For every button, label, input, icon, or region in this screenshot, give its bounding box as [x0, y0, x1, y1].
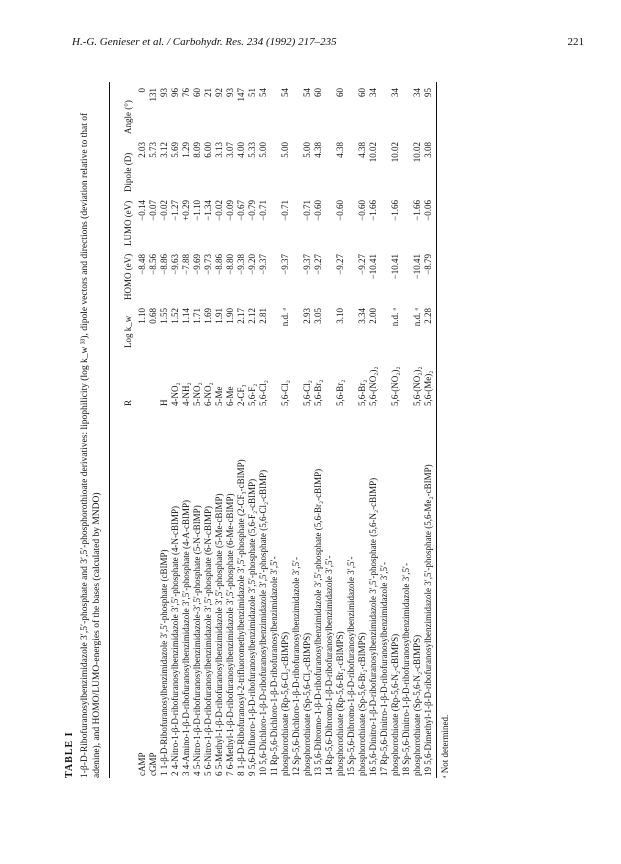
cell-lumo: −0.60 [313, 200, 323, 221]
table-row [236, 82, 247, 778]
table-header-row [110, 82, 134, 778]
cell-lumo: −1.34 [203, 200, 213, 221]
cell-logk: 2.81 [258, 308, 268, 324]
cell-angle [346, 82, 357, 136]
cell-name: 10 5,6-Dichloro-1-β-D-ribofuranosylbenzimidazole 3′,5′-phosphate (5,6-Cl₂-cBIMP) [258, 469, 268, 776]
cell-homo: −9.27 [357, 254, 367, 275]
cell-lumo [291, 194, 302, 248]
cell-logk: 0.68 [148, 308, 158, 324]
cell-logk: 1.90 [225, 308, 235, 324]
cell-lumo: −0.60 [335, 200, 345, 221]
cell-lumo: −0.14 [137, 200, 147, 221]
table-row [412, 82, 423, 778]
cell-name: 14 Rp-5,6-Dibromo-1-β-D-ribofuranosylbenzimidazole 3′,5′- [324, 555, 334, 776]
cell-name: cGMP [148, 752, 158, 776]
table-row [335, 82, 346, 778]
cell-angle: 96 [170, 88, 180, 97]
cell-name: phosphorothioate (Sp-5,6-Cl₂-cBIMPS) [302, 632, 312, 776]
table-row [401, 82, 412, 778]
cell-logk: 3.10 [335, 308, 345, 324]
cell-angle: 51 [247, 88, 257, 97]
cell-logk: n.d. ᵃ [280, 308, 290, 327]
cell-r: 6-Me [225, 386, 235, 406]
cell-r: 5,6-Cl₂ [280, 380, 290, 406]
cell-homo [379, 248, 390, 302]
cell-homo [291, 248, 302, 302]
cell-homo: −10.41 [390, 254, 400, 280]
cell-logk [269, 302, 280, 350]
cell-logk [324, 302, 335, 350]
cell-logk: 1.52 [170, 308, 180, 324]
page-header [72, 36, 584, 52]
cell-name: 19 5,6-Dimethyl-1-β-D-ribofuranosylbenzimidazole 3′,5′-phosphate (5,6-Me₂-cBIMP) [423, 464, 433, 776]
cell-dipole: 10.02 [368, 142, 378, 163]
cell-r [148, 350, 159, 408]
table-row [302, 82, 313, 778]
cell-dipole [324, 136, 335, 194]
cell-homo [401, 248, 412, 302]
cell-name: 18 Sp-5,6-Dinitro-1-β-D-ribofuranosylbenzimidazole 3′,5′- [401, 563, 411, 776]
cell-angle: 34 [390, 88, 400, 97]
cell-name: phosphorothioate (Rp-5,6-Cl₂-cBIMPS) [280, 631, 290, 776]
cell-r: H [159, 399, 169, 406]
cell-homo: −9.37 [280, 254, 290, 275]
cell-logk [346, 302, 357, 350]
cell-logk: 2.28 [423, 308, 433, 324]
running-head: H.-G. Genieser et al. / Carbohydr. Res. 234 (1992) 217–235 [72, 36, 337, 48]
table-caption: 1-β-D-Ribofuranosylbenzimidazole 3′,5′-phosphate and 3′,5′-phosphorothioate derivatives: lipophilicity (log k_w ³³), dipole vectors and directions (deviation relative to that of adenine), and HOMO/LUMO-energies of the bases (calculated by MNDO) [80, 112, 102, 778]
cell-homo: −9.37 [258, 254, 268, 275]
cell-r: 5,6-(Me)₂ [423, 370, 433, 406]
cell-angle: 76 [181, 88, 191, 97]
cell-dipole: 2.03 [137, 142, 147, 158]
cell-homo: −8.86 [159, 254, 169, 275]
table-row [379, 82, 390, 778]
cell-angle: 34 [368, 88, 378, 97]
cell-angle: 0 [137, 88, 147, 93]
cell-name: phosphorothioate (Sp-5,6-Br₂-cBIMPS) [357, 632, 367, 776]
table-row [214, 82, 225, 778]
cell-homo [346, 248, 357, 302]
cell-dipole: 4.38 [335, 142, 345, 158]
cell-dipole: 3.07 [225, 142, 235, 158]
cell-r: 5,6-Br₂ [357, 379, 367, 406]
cell-lumo: −1.27 [170, 200, 180, 221]
cell-r [134, 350, 148, 408]
cell-r: 5,6-(NO₂)₂ [368, 366, 378, 406]
cell-lumo: −1.66 [368, 200, 378, 221]
cell-lumo: −1.66 [412, 200, 422, 221]
table-footnote: ᵃ Not determined. [440, 714, 450, 778]
cell-r: 5,6-Br₂ [335, 379, 345, 406]
cell-logk: 3.34 [357, 308, 367, 324]
cell-name: 13 5,6-Dibromo-1-β-D-ribofuranosylbenzimidazole 3′,5′-phosphate (5,6-Br₂-cBIMP) [313, 468, 323, 776]
cell-angle [269, 82, 280, 136]
cell-name: 2 4-Nitro-1-β-D-ribofuranosylbenzimidazole 3′,5′-phosphate (4-N-cBIMP) [170, 506, 180, 776]
cell-lumo: −0.06 [423, 200, 433, 221]
cell-logk: n.d. ᵃ [390, 308, 400, 327]
cell-r: 4-NH₂ [181, 382, 191, 406]
cell-name: 17 Rp-5,6-Dinitro-1-β-D-ribofuranosylbenzimidazole 3′,5′- [379, 562, 389, 776]
cell-name: 11 Rp-5,6-Dichloro-1-β-D-ribofuranosylbenzimidazole 3′,5′- [269, 556, 279, 776]
cell-name: 1 1-β-D-Ribofuranosylbenzimidazole 3′,5′-phosphate (cBIMP) [159, 549, 169, 776]
cell-logk: 2.12 [247, 308, 257, 324]
cell-lumo: −0.71 [280, 200, 290, 221]
cell-dipole: 10.02 [412, 142, 422, 163]
cell-lumo: −0.71 [258, 200, 268, 221]
cell-logk: 2.00 [368, 308, 378, 324]
cell-logk: 2.93 [302, 308, 312, 324]
cell-lumo: −0.60 [357, 200, 367, 221]
cell-name: 9 5,6-Difluoro-1-β-D-ribofuranosylbenzimidazole 3′,5′-phosphate (5,6-F₂-cBIMP) [247, 478, 257, 776]
cell-lumo [401, 194, 412, 248]
cell-name: cAMP [137, 752, 147, 776]
cell-logk: 1.10 [137, 308, 147, 324]
cell-r [346, 350, 357, 408]
cell-lumo: −0.07 [148, 200, 158, 221]
table-body [134, 82, 434, 778]
cell-dipole: 4.00 [236, 142, 246, 158]
cell-dipole: 5.00 [258, 142, 268, 158]
cell-name: 4 5-Nitro-1-β-D-ribofuranosylbenzimidazole-3′,5′-phosphate (5-N-cBIMP) [192, 505, 202, 776]
cell-lumo: −0.02 [214, 200, 224, 221]
cell-name: 12 Sp-5,6-Dichloro-1-β-D-ribofuranosylbenzimidazole 3′,5′- [291, 557, 301, 776]
cell-angle: 54 [280, 88, 290, 97]
cell-r [324, 350, 335, 408]
cell-logk: 3.05 [313, 308, 323, 324]
cell-lumo: +0.29 [181, 200, 191, 221]
cell-angle: 147 [236, 88, 246, 102]
table-row [313, 82, 324, 778]
table-row [346, 82, 357, 778]
table-row [134, 82, 148, 778]
cell-dipole: 6.00 [203, 142, 213, 158]
cell-dipole: 3.12 [159, 142, 169, 158]
header-r: R [123, 399, 133, 406]
cell-lumo [269, 194, 280, 248]
table-row [247, 82, 258, 778]
cell-name: 5 6-Nitro-1-β-D-ribofuranosylbenzimidazole 3′,5′-phosphate (6-N-cBIMP) [203, 506, 213, 776]
cell-angle: 60 [357, 88, 367, 97]
cell-angle: 21 [203, 88, 213, 97]
cell-r: 2-CF₃ [236, 384, 246, 406]
table-row [258, 82, 269, 778]
cell-dipole: 3.08 [423, 142, 433, 158]
cell-homo: −8.86 [214, 254, 224, 275]
cell-lumo: −1.66 [390, 200, 400, 221]
cell-angle [401, 82, 412, 136]
cell-homo: −9.69 [192, 254, 202, 275]
cell-name: 3 4-Amino-1-β-D-ribofuranosylbenzimidazole 3′,5′-phosphate (4-A-cBIMP) [181, 500, 191, 776]
cell-logk: n.d. ᵃ [412, 308, 422, 327]
cell-angle [324, 82, 335, 136]
cell-r: 6-NO₂ [203, 382, 213, 406]
cell-name: 7 6-Methyl-1-β-D-ribofuranosylbenzimidazole 3′,5′-phosphate (6-Me-cBIMP) [225, 493, 235, 776]
cell-lumo: −0.67 [236, 200, 246, 221]
cell-dipole: 10.02 [390, 142, 400, 163]
cell-homo: −9.27 [313, 254, 323, 275]
cell-angle: 93 [225, 88, 235, 97]
cell-homo: −9.38 [236, 254, 246, 275]
cell-name: 6 5-Methyl-1-β-D-ribofuranosylbenzimidazole 3′,5′-phosphate (5-Me-cBIMP) [214, 493, 224, 776]
table-row [159, 82, 170, 778]
header-angle: Angle (°) [123, 100, 133, 134]
cell-name: phosphorothioate (Sp-5,6-N₂-cBIMPS) [412, 634, 422, 776]
cell-name: 8 1-β-D-Ribofuranosyl-2-trifluoromethylbenzimidazole 3′,5′-phosphate (2-CF₃-cBIMP) [236, 459, 246, 776]
cell-r: 5,6-Cl₂ [302, 380, 312, 406]
cell-homo: −9.73 [203, 254, 213, 275]
cell-angle: 131 [148, 88, 158, 102]
cell-logk [379, 302, 390, 350]
cell-r: 5,6-(NO₂)₂ [412, 366, 422, 406]
table-row [170, 82, 181, 778]
table-row [181, 82, 192, 778]
cell-dipole: 4.38 [357, 142, 367, 158]
cell-r: 5,6-Br₂ [313, 379, 323, 406]
cell-logk: 1.14 [181, 308, 191, 324]
cell-angle: 60 [313, 88, 323, 97]
cell-r: 5-Me [214, 386, 224, 406]
rotated-table-area [64, 82, 584, 782]
cell-angle: 60 [192, 88, 202, 97]
cell-dipole: 5.69 [170, 142, 180, 158]
cell-name: 16 5,6-Dinitro-1-β-D-ribofuranosylbenzimidazole 3′,5′-phosphate (5,6-N₂-cBIMP) [368, 477, 378, 776]
header-dipole: Dipole (D) [123, 152, 133, 192]
cell-name: phosphorothioate (Rp-5,6-N₂-cBIMPS) [390, 633, 400, 776]
cell-r: 5,6-(NO₂)₂ [390, 366, 400, 406]
cell-logk: 2.17 [236, 308, 246, 324]
cell-dipole: 5.73 [148, 142, 158, 158]
cell-angle: 93 [159, 88, 169, 97]
table-row [423, 82, 434, 778]
cell-logk [291, 302, 302, 350]
table-row [269, 82, 280, 778]
cell-homo: −7.88 [181, 254, 191, 275]
table-row [148, 82, 159, 778]
cell-lumo [324, 194, 335, 248]
cell-r: 5,6-F₂ [247, 383, 257, 406]
table-row [203, 82, 214, 778]
cell-lumo: −0.02 [159, 200, 169, 221]
cell-homo: −9.37 [302, 254, 312, 275]
cell-lumo: −0.09 [225, 200, 235, 221]
header-homo: HOMO (eV) [123, 253, 133, 300]
header-logk: Log k_w [123, 315, 133, 348]
cell-logk: 1.91 [214, 308, 224, 324]
cell-homo: −8.79 [423, 254, 433, 275]
cell-angle: 95 [423, 88, 433, 97]
cell-homo: −8.80 [225, 254, 235, 275]
table-row [225, 82, 236, 778]
cell-dipole [291, 136, 302, 194]
cell-dipole: 4.38 [313, 142, 323, 158]
cell-r [401, 350, 412, 408]
cell-dipole: 1.29 [181, 142, 191, 158]
cell-angle [379, 82, 390, 136]
table-block [64, 82, 584, 778]
cell-dipole: 8.09 [192, 142, 202, 158]
cell-angle: 54 [258, 88, 268, 97]
cell-name: phosphorothioate (Rp-5,6-Br₂-cBIMPS) [335, 631, 345, 776]
cell-angle [291, 82, 302, 136]
cell-dipole [379, 136, 390, 194]
cell-homo [269, 248, 280, 302]
cell-lumo: −1.10 [192, 200, 202, 221]
cell-lumo: −0.79 [247, 200, 257, 221]
cell-dipole [269, 136, 280, 194]
table-row [368, 82, 379, 778]
cell-lumo [346, 194, 357, 248]
cell-dipole: 3.13 [214, 142, 224, 158]
cell-angle: 60 [335, 88, 345, 97]
table-row [324, 82, 335, 778]
cell-homo: −9.27 [335, 254, 345, 275]
cell-r [291, 350, 302, 408]
cell-homo: −9.20 [247, 254, 257, 275]
cell-logk: 1.55 [159, 308, 169, 324]
cell-angle: 34 [412, 88, 422, 97]
header-lumo: LUMO (eV) [123, 200, 133, 246]
cell-lumo [379, 194, 390, 248]
table-row [192, 82, 203, 778]
cell-r: 5,6-Cl₂ [258, 380, 268, 406]
header-compound [110, 408, 134, 778]
cell-dipole: 5.00 [280, 142, 290, 158]
cell-logk: 1.69 [203, 308, 213, 324]
cell-r: 5-NO₂ [192, 382, 202, 406]
cell-dipole: 5.33 [247, 142, 257, 158]
bottom-rule [436, 82, 437, 778]
cell-name: 15 Sp-5,6-Dibromo-1-β-D-ribofuranosylbenzimidazole 3′,5′- [346, 556, 356, 776]
cell-homo: −8.48 [137, 254, 147, 275]
table-row [390, 82, 401, 778]
cell-r [269, 350, 280, 408]
cell-homo: −10.41 [412, 254, 422, 280]
cell-lumo: −0.71 [302, 200, 312, 221]
data-table [110, 82, 434, 778]
cell-r: 4-NO₂ [170, 382, 180, 406]
cell-homo: −8.56 [148, 254, 158, 275]
cell-dipole: 5.00 [302, 142, 312, 158]
cell-homo: −10.41 [368, 254, 378, 280]
table-row [357, 82, 368, 778]
table-row [291, 82, 302, 778]
cell-r [379, 350, 390, 408]
cell-homo [324, 248, 335, 302]
cell-logk: 1.71 [192, 308, 202, 324]
cell-homo: −9.63 [170, 254, 180, 275]
cell-angle: 92 [214, 88, 224, 97]
cell-dipole [401, 136, 412, 194]
table-label: TABLE I [64, 731, 75, 778]
cell-angle: 54 [302, 88, 312, 97]
table-row [280, 82, 291, 778]
page-number: 221 [567, 36, 584, 48]
cell-dipole [346, 136, 357, 194]
cell-logk [401, 302, 412, 350]
